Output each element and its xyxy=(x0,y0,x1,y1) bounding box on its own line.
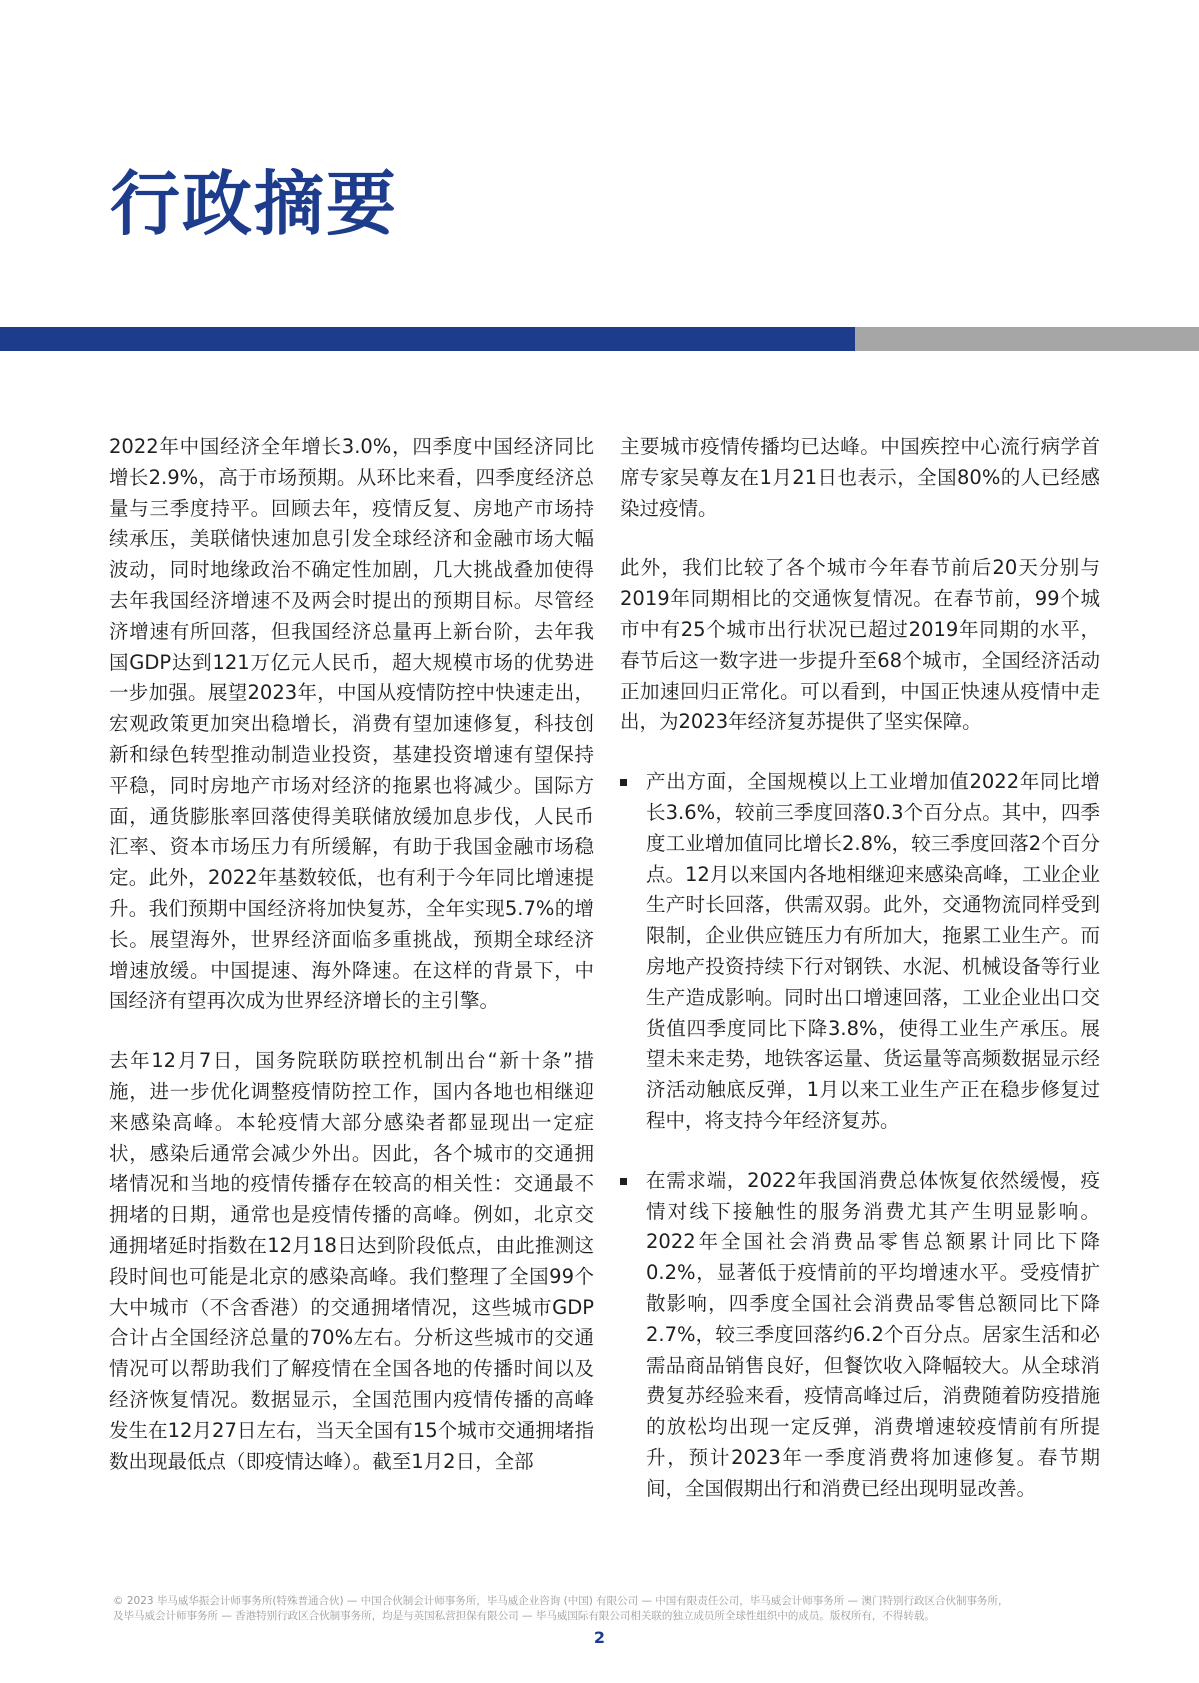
footer-legal-notice xyxy=(113,1594,1093,1624)
paragraph-traffic-recovery: 此外，我们比较了各个城市今年春节前后20天分别与2019年同期相比的交通恢复情况。在春节前，99个城市中有25个城市出行状况已超过2019年同期的水平，春节后这一数字进一步提升至68个城市，全国经济活动正加速回归正常化。可以看到，中国正快速从疫情中走出，为2023年经济复苏提供了坚实保障。 xyxy=(620,556,1100,734)
paragraph-economy-overview: 2022年中国经济全年增长3.0%，四季度中国经济同比增长2.9%，高于市场预期。从环比来看，四季度经济总量与三季度持平。回顾去年，疫情反复、房地产市场持续承压，美联储快速加息引发全球经济和金融市场大幅波动，同时地缘政治不确定性加剧，几大挑战叠加使得去年我国经济增速不及两会时提出的预期目标。尽管经济增速有所回落，但我国经济总量再上新台阶，去年我国GDP达到121万亿元人民币，超大规模市场的优势进一步加强。展望2023年，中国从疫情防控中快速走出，宏观政策更加突出稳增长，消费有望加速修复，科技创新和绿色转型推动制造业投资，基建投资增速有望保持平稳，同时房地产市场对经济的拖累也将减少。国际方面，通货膨胀率回落使得美联储放缓加息步伐，人民币汇率、资本市场压力有所缓解，有助于我国金融市场稳定。此外，2022年基数较低，也有利于今年同比增速提升。我们预期中国经济将加快复苏，全年实现5.7%的增长。展望海外，世界经济面临多重挑战，预期全球经济增速放缓。中国提速、海外降速。在这样的背景下，中国经济有望再次成为世界经济增长的主引擎。 xyxy=(109,435,594,1013)
bullet-list xyxy=(620,767,1100,1504)
bullet-text-demand: 在需求端，2022年我国消费总体恢复依然缓慢，疫情对线下接触性的服务消费尤其产生明显影响。2022年全国社会消费品零售总额累计同比下降0.2%，显著低于疫情前的平均增速水平。受疫情扩散影响，四季度全国社会消费品零售总额同比下降2.7%，较三季度回落约6.2个百分点。居家生活和必需品商品销售良好，但餐饮收入降幅较大。从全球消费复苏经验来看，疫情高峰过后，消费随着防疫措施的放松均出现一定反弹，消费增速较疫情前有所提升，预计2023年一季度消费将加速修复。春节期间，全国假期出行和消费已经出现明显改善。 xyxy=(646,1168,1100,1500)
legal-line-1: © 2023 毕马威华振会计师事务所(特殊普通合伙) — 中国合伙制会计师事务所，毕马威企业咨询 (中国) 有限公司 — 中国有限责任公司，毕马威会计师事务所 — 澳门特别行政区合伙制事务所， xyxy=(113,1595,1009,1607)
right-column xyxy=(620,432,1100,1534)
list-item xyxy=(620,767,1100,1137)
header-divider-blue xyxy=(0,327,855,351)
page-number: 2 xyxy=(593,1628,606,1647)
left-column xyxy=(109,432,594,1506)
header-divider-gray xyxy=(855,327,1199,351)
list-item xyxy=(620,1166,1100,1505)
page-title: 行政摘要 xyxy=(110,163,398,245)
legal-line-2: 及毕马威会计师事务所 — 香港特别行政区合伙制事务所，均是与英国私营担保有限公司 — 毕马威国际有限公司相关联的独立成员所全球性组织中的成员。版权所有，不得转载。 xyxy=(113,1610,935,1622)
paragraph-covid-traffic: 去年12月7日，国务院联防联控机制出台“新十条”措施，进一步优化调整疫情防控工作，国内各地也相继迎来感染高峰。本轮疫情大部分感染者都显现出一定症状，感染后通常会减少外出。因此，各个城市的交通拥堵情况和当地的疫情传播存在较高的相关性：交通最不拥堵的日期，通常也是疫情传播的高峰。例如，北京交通拥堵延时指数在12月18日达到阶段低点，由此推测这段时间也可能是北京的感染高峰。我们整理了全国99个大中城市（不含香港）的交通拥堵情况，这些城市GDP合计占全国经济总量的70%左右。分析这些城市的交通情况可以帮助我们了解疫情在全国各地的传播时间以及经济恢复情况。数据显示，全国范围内疫情传播的高峰发生在12月27日左右，当天全国有15个城市交通拥堵指数出现最低点（即疫情达峰）。截至1月2日，全部 xyxy=(109,1049,594,1473)
square-bullet-icon xyxy=(620,779,627,786)
bullet-text-output: 产出方面，全国规模以上工业增加值2022年同比增长3.6%，较前三季度回落0.3个百分点。其中，四季度工业增加值同比增长2.8%，较三季度回落2个百分点。12月以来国内各地相继迎来感染高峰，工业企业生产时长回落，供需双弱。此外，交通物流同样受到限制，企业供应链压力有所加大，拖累工业生产。而房地产投资持续下行对钢铁、水泥、机械设备等行业生产造成影响。同时出口增速回落，工业企业出口交货值四季度同比下降3.8%，使得工业生产承压。展望未来走势，地铁客运量、货运量等高频数据显示经济活动触底反弹，1月以来工业生产正在稳步修复过程中，将支持今年经济复苏。 xyxy=(646,770,1100,1132)
square-bullet-icon xyxy=(620,1178,627,1185)
paragraph-covid-peak: 主要城市疫情传播均已达峰。中国疾控中心流行病学首席专家吴尊友在1月21日也表示，全国80%的人已经感染过疫情。 xyxy=(620,435,1100,520)
